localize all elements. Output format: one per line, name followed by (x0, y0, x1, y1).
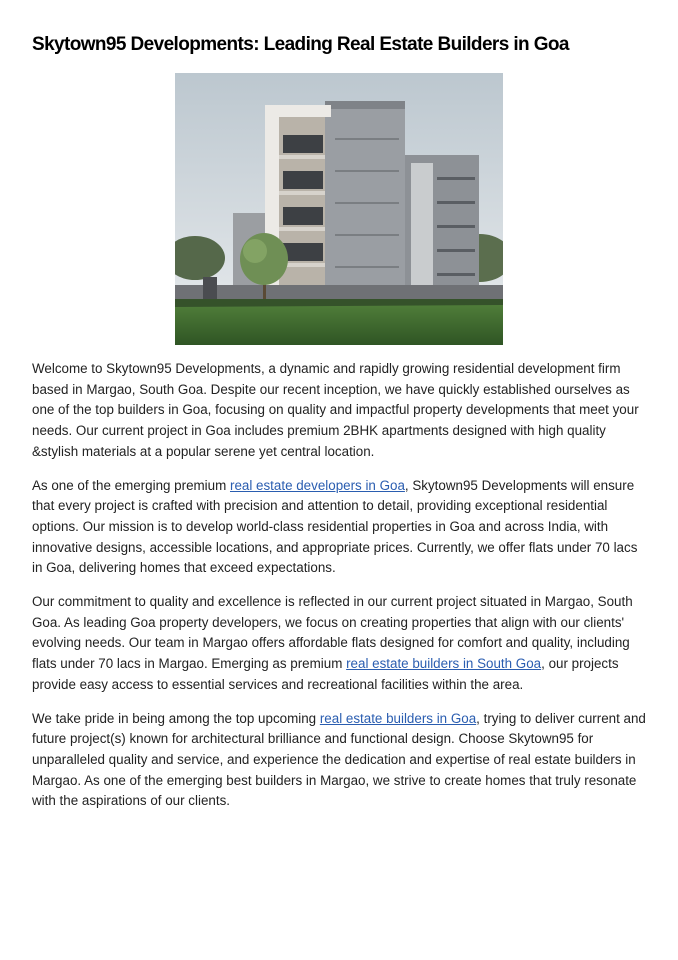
paragraph-pride-text-after: , trying to deliver current and future project(s) known for architectural brilliance and functional design. Choose Skytown95 for unparalleled quality and service, and experience the dedication and expertise of real estate builders in Margao. As one of the emerging best builders in Margao, we strive to create homes that truly resonate with the aspirations of our clients. (32, 710, 646, 809)
paragraph-mission-text-after: , Skytown95 Developments will ensure that every project is crafted with precision and attention to detail, providing exceptional residential options. Our mission is to develop world-class residential properties in Goa and across India, with innovative designs, accessible locations, and appropriate prices. Currently, we offer flats under 70 lacs in Goa, delivering homes that exceed expectations. (32, 477, 638, 576)
building-photo (175, 73, 503, 345)
paragraph-intro-text: Welcome to Skytown95 Developments, a dynamic and rapidly growing residential development firm based in Margao, South Goa. Despite our recent inception, we have quickly established ourselves as one of the top builders in Goa, focusing on quality and impactful property developments that meet your needs. Our current project in Goa includes premium 2BHK apartments designed with high quality &stylish materials at a popular serene yet central location. (32, 361, 639, 459)
paragraph-commitment-text-after: , our projects provide easy access to essential services and recreational facilities within the area. (32, 656, 619, 692)
paragraph-intro (32, 359, 648, 463)
paragraph-pride-text-before: We take pride in being among the top upcoming (32, 710, 320, 726)
paragraph-mission (32, 476, 648, 580)
link-real-estate-developers-goa[interactable]: real estate developers in Goa (229, 477, 405, 493)
document-page (32, 32, 648, 812)
paragraph-pride (32, 709, 648, 813)
paragraph-mission-text-before: As one of the emerging premium (32, 477, 230, 493)
paragraph-commitment-text-before: Our commitment to quality and excellence is reflected in our current project situated in Margao, South Goa. As leading Goa property developers, we focus on creating properties that align with our clients' evolving needs. Our team in Margao offers affordable flats designed for comfort and quality, including flats under 70 lacs in Margao. Emerging as premium (32, 594, 633, 672)
link-real-estate-builders-south-goa[interactable]: real estate builders in South Goa (346, 656, 542, 672)
link-real-estate-builders-goa[interactable]: real estate builders in Goa (319, 710, 477, 726)
page-title: Skytown95 Developments: Leading Real Estate Builders in Goa (32, 34, 569, 55)
paragraph-commitment (32, 592, 648, 696)
